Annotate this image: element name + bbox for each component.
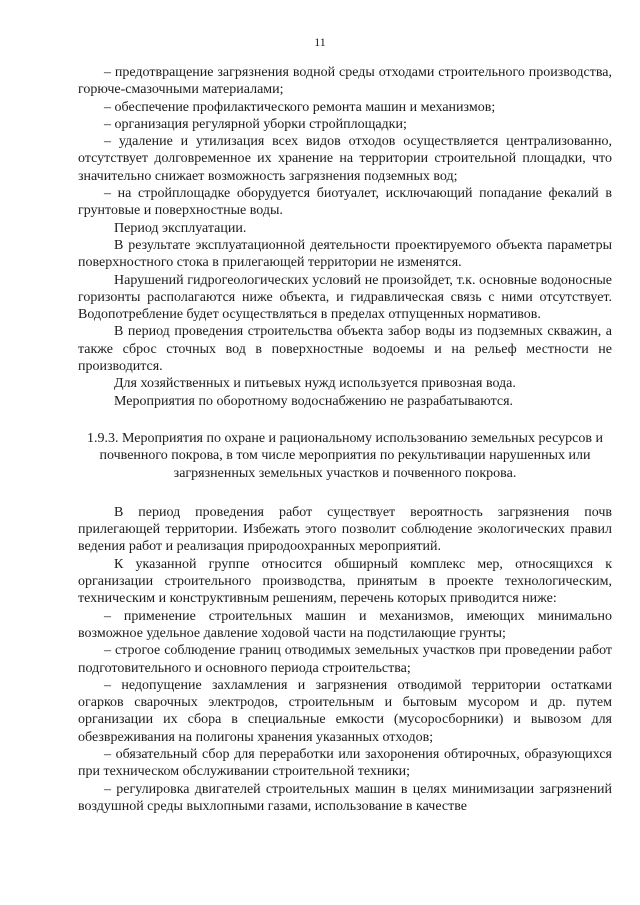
paragraph: Мероприятия по оборотному водоснабжению не разрабатываются. [114, 393, 514, 409]
paragraph: Нарушений гидрогеологических условий не произойдет, т.к. основные водоносные горизонты располагаются ниже объекта, и гидравлическая связь с ними отсутствует. Водопотребление будет осуществляться в пределах отпущенных нормативов. [78, 272, 612, 323]
paragraph: Для хозяйственных и питьевых нужд используется привозная вода. [114, 376, 516, 392]
list-item: – применение строительных машин и механизмов, имеющих минимально возможное удельное давление ходовой части на подстилающие грунты; [78, 608, 612, 641]
page-content [78, 64, 612, 815]
water-protection-paragraphs [78, 64, 612, 410]
list-item: – обязательный сбор для переработки или захоронения обтирочных, образующихся при техническом обслуживании строительной техники; [78, 746, 612, 780]
list-item: – организация регулярной уборки стройплощадки; [104, 116, 407, 132]
paragraph: В период проведения работ существует вероятность загрязнения почв прилегающей территории. Избежать этого позволит соблюдение экологических правил ведения работ и реализация природоохранных мероприятий. [78, 504, 612, 555]
list-item: – обеспечение профилактического ремонта машин и механизмов; [104, 99, 496, 115]
page-number: 11 [314, 35, 326, 49]
land-protection-paragraphs [78, 504, 612, 815]
paragraph: В период проведения строительства объекта забор воды из подземных скважин, а также сброс сточных вод в поверхностные водоемы и на рельеф местности не производится. [78, 324, 612, 375]
section-heading: 1.9.3. Мероприятия по охране и рациональному использованию земельных ресурсов и почвенного покрова, в том числе мероприятия по рекультивации нарушенных или загрязненных земельных участков и почвенного покрова. [87, 430, 603, 481]
list-item: – строгое соблюдение границ отводимых земельных участков при проведении работ подготовительного и основного периода строительства; [78, 643, 612, 676]
list-item: – на стройплощадке оборудуется биотуалет, исключающий попадание фекалий в грунтовые и поверхностные воды. [78, 186, 612, 219]
list-item: – удаление и утилизация всех видов отходов осуществляется централизованно, отсутствует долговременное их хранение на территории строительной площадки, что значительно снижает возможность загрязнения подземных вод; [78, 134, 612, 184]
list-item: – регулировка двигателей строительных машин в целях минимизации загрязнений воздушной среды выхлопными газами, использование в качестве [78, 781, 612, 814]
list-item: – предотвращение загрязнения водной среды отходами строительного производства, горюче-смазочными материалами; [78, 65, 612, 98]
list-item: – недопущение захламления и загрязнения отводимой территории остатками огарков сварочных электродов, строительным и бытовым мусором и др. путем организации их сбора в специальные емкости (мусоросборники) и вывозом для обезвреживания на полигоны хранения указанных отходов; [78, 677, 612, 745]
paragraph: В результате эксплуатационной деятельности проектируемого объекта параметры поверхностного стока в прилегающей территории не изменятся. [78, 237, 612, 271]
paragraph: Период эксплуатации. [114, 220, 247, 236]
paragraph: К указанной группе относится обширный комплекс мер, относящихся к организации строительного производства, принятым в проекте технологическим, техническим и конструктивным решениям, перечень которых приводится ниже: [78, 556, 612, 607]
